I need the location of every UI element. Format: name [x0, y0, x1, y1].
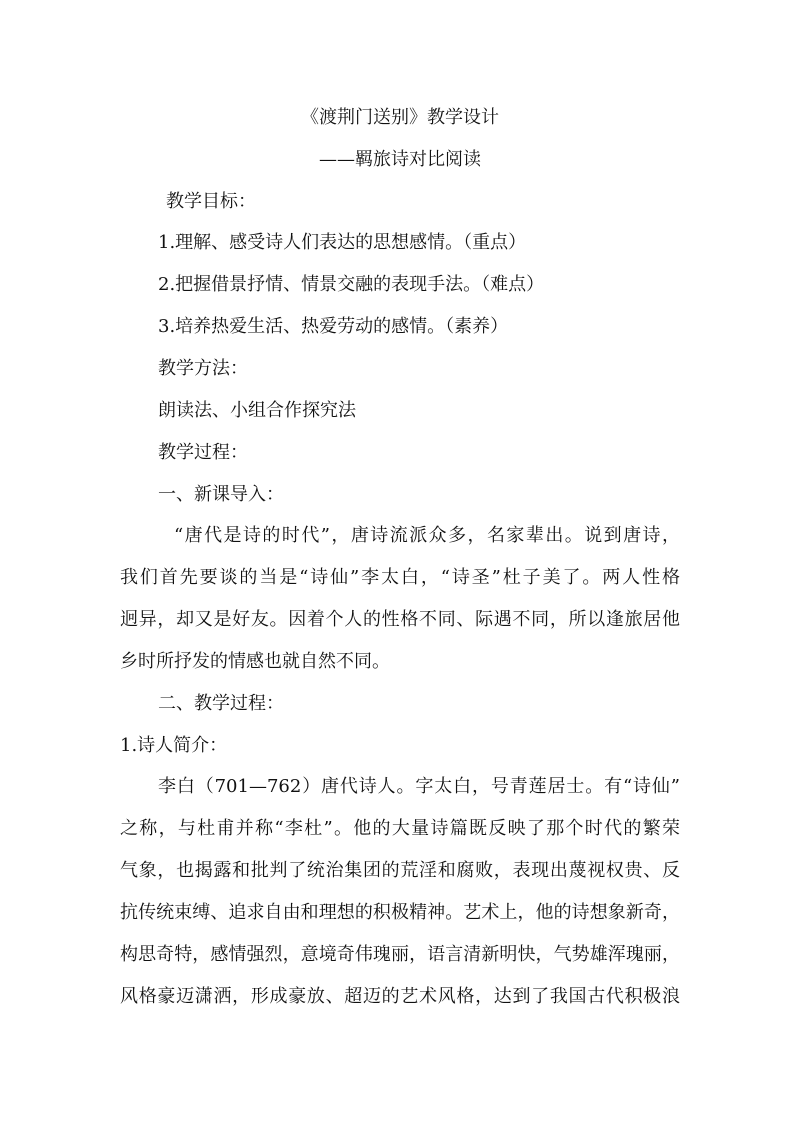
poet-line-1: 李白（701—762）唐代诗人。字太白，号青莲居士。有“诗仙” [158, 776, 680, 797]
intro-line-1: “唐代是诗的时代”，唐诗流派众多，名家辈出。说到唐诗， [174, 525, 680, 546]
objective-item-3: 3.培养热爱生活、热爱劳动的感情。（素养） [158, 316, 509, 337]
objective-item-1: 1.理解、感受诗人们表达的思想感情。（重点） [158, 232, 527, 253]
process2-heading: 二、教学过程： [158, 693, 284, 714]
poet-heading: 1.诗人简介： [120, 735, 228, 756]
process-heading: 教学过程： [158, 442, 248, 463]
poet-line-2: 之称，与杜甫并称“李杜”。他的大量诗篇既反映了那个时代的繁荣 [120, 818, 680, 839]
poet-line-4: 抗传统束缚、追求自由和理想的积极精神。艺术上，他的诗想象新奇， [120, 902, 680, 923]
objective-item-2: 2.把握借景抒情、情景交融的表现手法。（难点） [158, 274, 545, 295]
intro-line-3: 迥异，却又是好友。因着个人的性格不同、际遇不同，所以逢旅居他 [120, 609, 680, 630]
document-title: 《渡荆门送别》教学设计 [301, 107, 499, 128]
objectives-heading: 教学目标： [166, 191, 256, 212]
poet-line-5: 构思奇特，感情强烈，意境奇伟瑰丽，语言清新明快，气势雄浑瑰丽， [120, 944, 680, 965]
intro-line-2: 我们首先要谈的当是“诗仙”李太白，“诗圣”杜子美了。两人性格 [120, 567, 680, 588]
intro-heading: 一、新课导入： [158, 484, 284, 505]
methods-text: 朗读法、小组合作探究法 [158, 400, 356, 421]
document-subtitle: ——羁旅诗对比阅读 [319, 149, 481, 170]
poet-line-3: 气象，也揭露和批判了统治集团的荒淫和腐败，表现出蔑视权贵、反 [120, 860, 680, 881]
methods-heading: 教学方法： [158, 358, 248, 379]
intro-line-4: 乡时所抒发的情感也就自然不同。 [120, 651, 390, 672]
poet-line-6: 风格豪迈潇洒，形成豪放、超迈的艺术风格，达到了我国古代积极浪 [120, 986, 680, 1007]
